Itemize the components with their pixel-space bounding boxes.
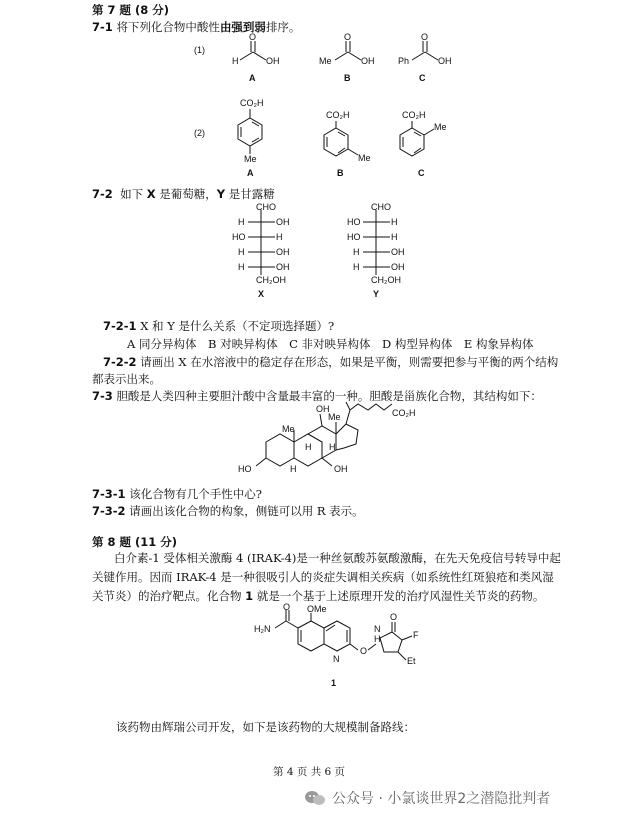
q7-3-1-prompt: 7-3-1 该化合物有几个手性中心? [92,487,262,501]
formic-acid-structure [232,32,280,83]
q8-intro-paragraph: 白介素-1 受体相关激酶 4 (IRAK-4)是一种丝氨酸苏氨酸激酶，在先天免疫信号转导中起 关键作用。因而 IRAK-4 是一种很吸引人的炎症失调相关疾病（如系统性红斑狼疮和类风湿 关节炎）的治疗靶点。化合物 1 就是一个基于上述原理开发的治疗风湿性关节炎的药物。 [92,551,561,603]
svg-text:CH₂OH: CH₂OH [371,275,401,285]
m-toluic-acid-structure [324,110,371,178]
svg-text:OH: OH [361,56,375,66]
svg-text:OH: OH [334,464,348,474]
page-number: 第 4 页 共 6 页 [273,766,346,778]
svg-text:O: O [360,646,368,656]
svg-text:H: H [305,442,312,452]
compound-1-structure [0,602,636,698]
fischer-projections [0,200,636,300]
svg-text:Ph: Ph [398,56,410,66]
svg-text:HO: HO [347,217,361,227]
q7-2-1-options: A 同分异构体 B 对映异构体 C 非对映异构体 D 构型异构体 E 构象异构体 [127,337,534,351]
svg-text:1: 1 [331,678,337,688]
svg-text:H: H [238,217,245,227]
svg-text:H: H [232,56,239,66]
q7-2-1-prompt: 7-2-1 X 和 Y 是什么关系（不定项选择题）? [103,319,335,333]
q8-route-intro: 该药物由辉瑞公司开发，如下是该药物的大规模制备路线： [116,720,415,734]
svg-text:A: A [249,73,256,83]
svg-text:X: X [258,289,265,299]
svg-text:HO: HO [347,232,361,242]
svg-text:OH: OH [391,262,405,272]
svg-text:OH: OH [276,217,290,227]
svg-text:H: H [391,232,398,242]
svg-text:F: F [413,630,419,640]
svg-text:N: N [333,654,340,664]
watermark [304,788,550,808]
svg-text:H: H [329,442,336,452]
svg-text:H: H [238,262,245,272]
cholic-acid-structure [0,402,636,484]
svg-text:H: H [391,217,398,227]
svg-text:OH: OH [276,247,290,257]
q7-2-2-prompt: 7-2-2 请画出 X 在水溶液中的稳定存在形态，如果是平衡，则需要把参与平衡的两个结构 [103,355,559,369]
svg-text:HO: HO [232,232,246,242]
svg-text:Me: Me [244,154,257,164]
svg-text:H₂N: H₂N [254,624,271,634]
svg-text:N: N [374,624,381,634]
svg-text:O: O [344,32,352,42]
svg-text:CO₂H: CO₂H [326,110,350,120]
q7-header: 第 7 题 (8 分) [92,3,170,17]
set1-label: (1) [194,45,205,55]
svg-text:HO: HO [238,464,252,474]
mannose-fischer-y [347,202,405,299]
svg-text:H: H [276,232,283,242]
svg-text:A: A [247,168,254,178]
svg-text:CO₂H: CO₂H [240,98,264,108]
svg-text:OH: OH [266,56,280,66]
q8-header: 第 8 题 (11 分) [92,535,178,549]
svg-text:CO₂H: CO₂H [402,110,426,120]
svg-text:Me: Me [282,424,295,434]
svg-text:C: C [418,168,425,178]
svg-text:Me: Me [328,412,341,422]
svg-text:H: H [290,464,297,474]
q7-2-prompt: 7-2 如下 X 是葡萄糖，Y 是甘露糖 [92,187,275,201]
o-toluic-acid-structure [400,110,447,178]
svg-text:Me: Me [434,122,447,132]
glucose-fischer-x [232,202,290,299]
svg-text:H: H [374,634,381,644]
svg-text:CHO: CHO [256,202,276,212]
svg-text:OH: OH [276,262,290,272]
svg-text:CHO: CHO [371,202,391,212]
q7-1-set2-structures [0,96,636,186]
svg-text:B: B [344,73,351,83]
svg-text:H: H [353,247,360,257]
svg-text:O: O [283,602,291,612]
set2-label: (2) [194,128,205,138]
svg-text:OH: OH [316,404,330,414]
svg-text:C: C [419,73,426,83]
svg-text:Et: Et [407,656,416,666]
q7-3-prompt: 7-3 胆酸是人类四种主要胆汁酸中含量最丰富的一种。胆酸是甾族化合物，其结构如下： [92,389,542,403]
svg-text:Me: Me [319,56,332,66]
acetic-acid-structure [319,32,375,83]
benzoic-acid-ph-structure [398,32,452,83]
svg-text:H: H [238,247,245,257]
watermark-text: 公众号 · 小氯谈世界2之潜隐批判者 [332,791,551,807]
svg-text:OH: OH [438,56,452,66]
svg-text:O: O [249,32,257,42]
p-toluic-acid-structure [238,98,264,178]
svg-text:OMe: OMe [307,604,327,614]
svg-text:H: H [353,262,360,272]
q7-2-2-prompt-cont: 都表示出来。 [92,372,161,386]
svg-text:Y: Y [373,289,380,299]
svg-text:CO₂H: CO₂H [392,408,416,418]
svg-text:Me: Me [358,153,371,163]
svg-text:O: O [390,612,398,622]
svg-text:O: O [421,32,429,42]
q7-1-prompt: 7-1 将下列化合物中酸性由强到弱排序。 [92,20,301,34]
q7-3-2-prompt: 7-3-2 请画出该化合物的构象，侧链可以用 R 表示。 [92,504,364,518]
wechat-icon [304,789,326,807]
svg-text:OH: OH [391,247,405,257]
svg-text:CH₂OH: CH₂OH [256,275,286,285]
svg-text:B: B [337,168,344,178]
q7-1-set1-structures [0,32,636,90]
